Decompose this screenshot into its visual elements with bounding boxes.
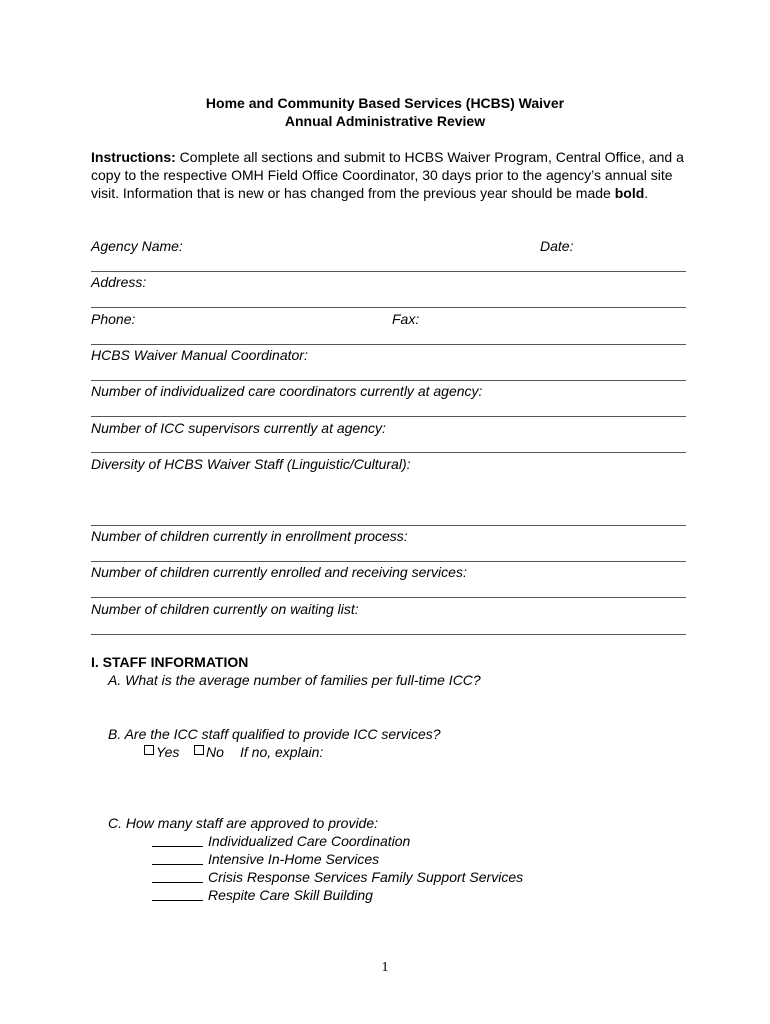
children-enrolled-label: Number of children currently enrolled and receiving services: (91, 564, 467, 580)
instructions-paragraph (91, 148, 691, 202)
fax-label: Fax: (392, 311, 420, 327)
staff-count-blank-icc[interactable] (152, 846, 203, 847)
question-c: C. How many staff are approved to provide: (108, 815, 379, 831)
num-icc-line[interactable] (91, 416, 686, 417)
manual-coordinator-label: HCBS Waiver Manual Coordinator: (91, 347, 308, 363)
option-respite-care-skill-building: Respite Care Skill Building (208, 887, 373, 903)
form-title-line1: Home and Community Based Services (HCBS) Waiver (205, 95, 565, 111)
yes-checkbox[interactable] (144, 745, 154, 755)
phone-line[interactable] (91, 344, 686, 345)
num-supervisors-label: Number of ICC supervisors currently at agency: (91, 420, 386, 436)
form-title-line2: Annual Administrative Review (284, 113, 486, 129)
no-checkbox[interactable] (194, 745, 204, 755)
num-icc-label: Number of individualized care coordinators currently at agency: (91, 383, 483, 399)
agency-name-line[interactable] (91, 271, 686, 272)
address-line[interactable] (91, 307, 686, 308)
instructions-end: . (644, 185, 649, 201)
address-label: Address: (91, 274, 147, 290)
question-b: B. Are the ICC staff qualified to provide ICC services? (108, 726, 441, 742)
page-number: 1 (381, 960, 389, 975)
instructions-bold-word: bold (614, 185, 645, 201)
instructions-label: Instructions: (91, 149, 176, 165)
yes-label: Yes (156, 744, 180, 760)
children-enrollment-line[interactable] (91, 561, 686, 562)
staff-count-blank-respite[interactable] (152, 900, 203, 901)
instructions-text: Complete all sections and submit to HCBS Waiver Program, Central Office, and a copy to the respective OMH Field Office Coordinator, 30 days prior to the agency’s annual site visit. Information that is new or has changed from the previous year should be made (91, 149, 684, 201)
children-waiting-line[interactable] (91, 634, 686, 635)
diversity-label: Diversity of HCBS Waiver Staff (Linguistic/Cultural): (91, 456, 411, 472)
staff-count-blank-in-home[interactable] (152, 864, 203, 865)
num-supervisors-line[interactable] (91, 452, 686, 453)
question-a: A. What is the average number of families per full-time ICC? (108, 672, 481, 688)
option-intensive-in-home-services: Intensive In-Home Services (208, 851, 380, 867)
section-staff-information-heading: I. STAFF INFORMATION (91, 654, 249, 670)
children-enrolled-line[interactable] (91, 597, 686, 598)
children-enrollment-label: Number of children currently in enrollment process: (91, 528, 408, 544)
date-label: Date: (540, 238, 574, 254)
diversity-line[interactable] (91, 525, 686, 526)
phone-label: Phone: (91, 311, 136, 327)
staff-count-blank-crisis[interactable] (152, 882, 203, 883)
agency-name-label: Agency Name: (91, 238, 183, 254)
option-individualized-care-coordination: Individualized Care Coordination (208, 833, 411, 849)
children-waiting-label: Number of children currently on waiting list: (91, 601, 359, 617)
explain-label: If no, explain: (240, 744, 324, 760)
manual-coordinator-line[interactable] (91, 380, 686, 381)
no-label: No (206, 744, 224, 760)
option-crisis-response-family-support: Crisis Response Services Family Support Services (208, 869, 524, 885)
